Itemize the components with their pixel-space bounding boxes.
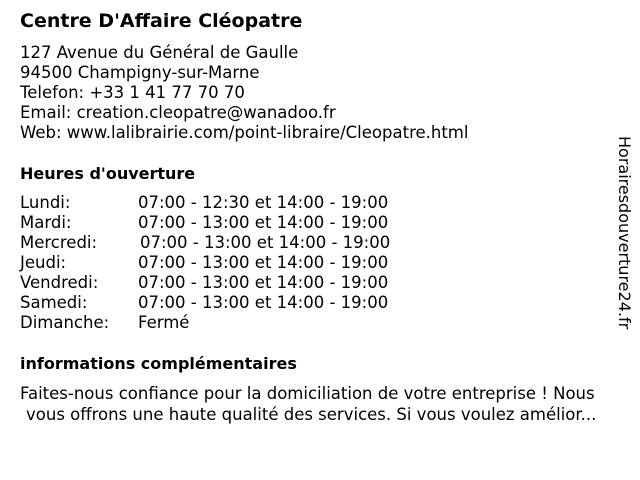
day-label: Lundi:	[20, 193, 71, 212]
day-label: Mercredi:	[20, 233, 98, 252]
day-hours: Fermé	[138, 313, 190, 332]
day-hours: 07:00 - 13:00 et 14:00 - 19:00	[138, 273, 389, 292]
info-description	[20, 383, 630, 425]
hours-row-jeudi	[20, 253, 440, 273]
business-name: Centre D'Affaire Cléopatre	[20, 10, 303, 32]
hours-row-dimanche	[20, 313, 440, 333]
hours-row-lundi	[20, 193, 440, 213]
site-watermark: Horairesdouverture24.fr	[615, 136, 634, 330]
email-address: Email: creation.cleopatre@wanadoo.fr	[20, 103, 336, 122]
hours-row-vendredi	[20, 273, 440, 293]
day-hours: 07:00 - 13:00 et 14:00 - 19:00	[138, 253, 389, 272]
day-hours: 07:00 - 13:00 et 14:00 - 19:00	[138, 213, 389, 232]
hours-table	[20, 193, 440, 333]
website-address: Web: www.lalibrairie.com/point-libraire/Cleopatre.html	[20, 123, 469, 142]
contact-block	[20, 43, 468, 143]
info-heading: informations complémentaires	[20, 354, 297, 373]
address-line-1: 127 Avenue du Général de Gaulle	[20, 43, 299, 62]
day-label: Samedi:	[20, 293, 88, 312]
address-line-2: 94500 Champigny-sur-Marne	[20, 63, 260, 82]
day-label: Vendredi:	[20, 273, 99, 292]
hours-row-mardi	[20, 213, 440, 233]
hours-row-samedi	[20, 293, 440, 313]
description-line-1: Faites-nous confiance pour la domiciliation de votre entreprise ! Nous	[20, 384, 595, 403]
day-label: Jeudi:	[20, 253, 67, 272]
description-line-2: vous offrons une haute qualité des services. Si vous voulez amélior...	[26, 405, 597, 424]
day-hours: 07:00 - 13:00 et 14:00 - 19:00	[140, 233, 391, 252]
hours-row-mercredi	[20, 233, 440, 253]
day-label: Mardi:	[20, 213, 72, 232]
phone-number: Telefon: +33 1 41 77 70 70	[20, 83, 245, 102]
hours-heading: Heures d'ouverture	[20, 164, 196, 183]
day-label: Dimanche:	[20, 313, 110, 332]
day-hours: 07:00 - 13:00 et 14:00 - 19:00	[138, 293, 389, 312]
day-hours: 07:00 - 12:30 et 14:00 - 19:00	[138, 193, 389, 212]
